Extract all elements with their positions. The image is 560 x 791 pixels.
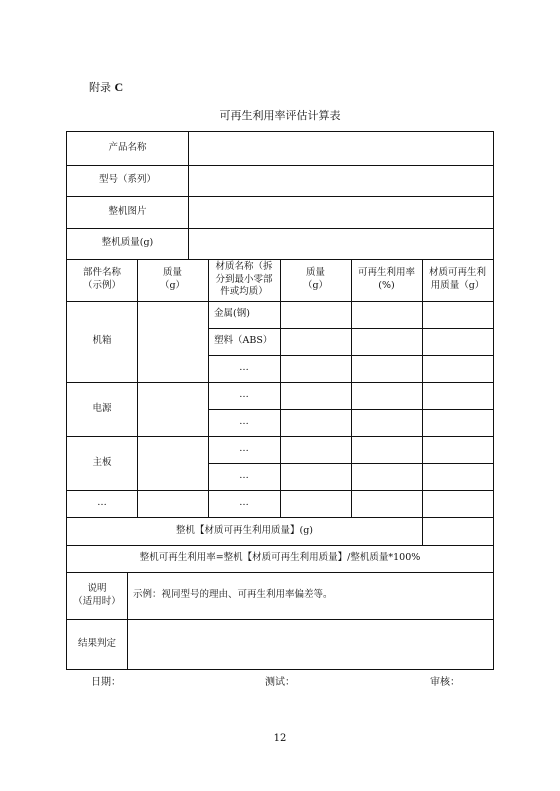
recycle-rate-formula: 整机可再生利用率=整机【材质可再生利用质量】/整机质量*100%	[139, 552, 421, 564]
header-mass: 质量 （g）	[159, 267, 186, 291]
header-material: 材质名称（拆 分到最小零部 件或均质）	[215, 260, 273, 298]
row-divider	[67, 619, 493, 620]
assessment-table	[66, 131, 494, 670]
col-divider	[422, 259, 423, 545]
col-divider	[208, 490, 209, 517]
machine-image-label: 整机图片	[108, 205, 147, 217]
appendix-label	[89, 79, 123, 95]
material-cell: …	[239, 389, 249, 401]
appendix-letter: C	[114, 80, 124, 94]
col-divider	[351, 490, 352, 517]
footer-date: 日期：	[91, 677, 121, 688]
material-cell: …	[239, 362, 249, 374]
notes-label: 说明 （适用时）	[73, 582, 121, 607]
part-other: …	[97, 497, 107, 509]
col-divider	[137, 490, 138, 517]
result-label: 结果判定	[77, 637, 116, 649]
material-cell: …	[239, 443, 249, 455]
material-cell: …	[239, 416, 249, 428]
header-recycle-rate: 可再生利用率 (%)	[357, 267, 415, 291]
col-divider	[280, 490, 281, 517]
total-recyclable-mass-label: 整机【材质可再生利用质量】(g)	[176, 524, 313, 536]
part-board: 主板	[92, 456, 112, 468]
footer-review: 审核：	[430, 677, 460, 688]
material-cell: …	[239, 497, 249, 509]
col-divider	[188, 132, 189, 259]
page-number: 12	[273, 733, 287, 744]
part-power: 电源	[92, 402, 112, 414]
document-title: 可再生利用率评估计算表	[219, 109, 341, 122]
footer-test: 测试：	[265, 677, 295, 688]
appendix-prefix: 附录	[89, 81, 111, 94]
model-label: 型号（系列）	[98, 174, 156, 186]
machine-mass-label: 整机质量(g)	[101, 237, 154, 249]
material-cell: 塑料（ABS）	[214, 335, 273, 347]
header-material-mass: 质量 （g）	[302, 267, 329, 291]
part-case: 机箱	[92, 335, 112, 347]
header-recyclable-mass: 材质可再生利 用质量（g）	[428, 267, 486, 291]
product-name-label: 产品名称	[108, 142, 147, 154]
notes-text: 示例：视同型号的理由、可再生利用率偏差等。	[133, 589, 333, 601]
material-cell: 金属(钢)	[214, 308, 250, 320]
material-cell: …	[239, 470, 249, 482]
header-part-name: 部件名称 （示例）	[82, 267, 121, 291]
